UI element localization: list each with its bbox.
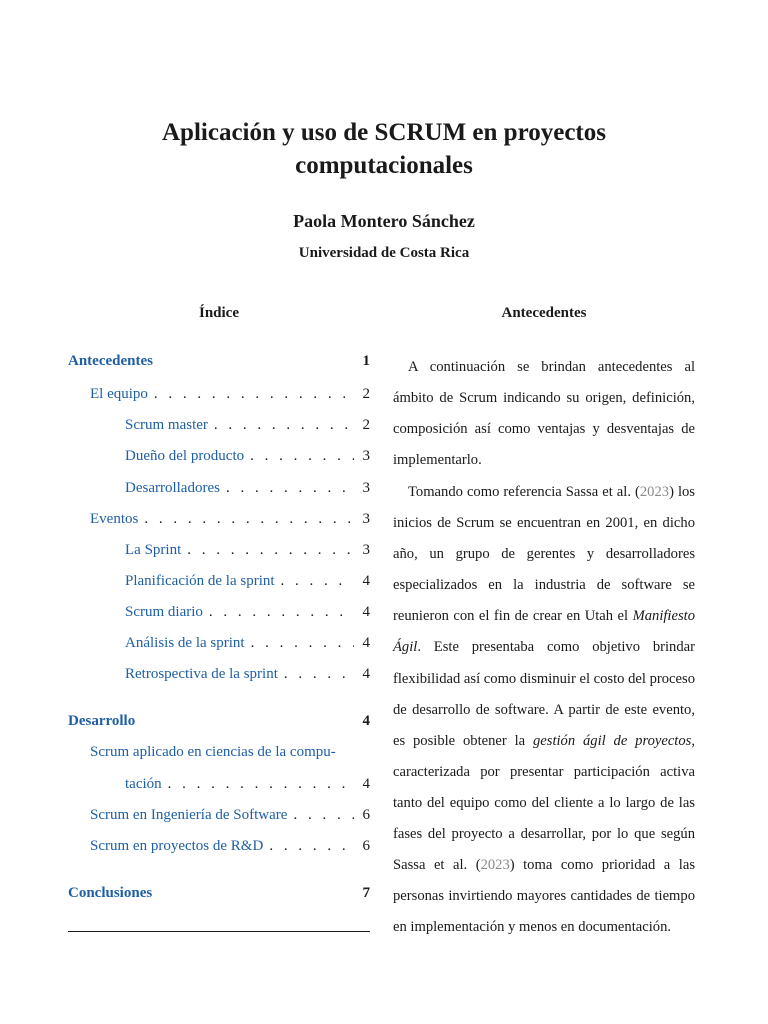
toc-entry-planificacion[interactable] (68, 569, 370, 593)
paragraph-text: ) toma como prioridad a las personas invirtiendo mayores cantidades de tiempo en implementación y menos en documentación. (393, 857, 695, 936)
toc-leader-dots (187, 538, 354, 562)
toc-entry-desarrolladores[interactable] (68, 476, 370, 500)
toc-entry-ingenieria-software[interactable] (68, 803, 370, 827)
paragraph-text: , caracterizada por presentar participación activa tanto del equipo como del cliente a lo largo de las fases del proyecto a desarrollar, por lo que según Sassa et al. ( (393, 732, 695, 874)
author-affiliation: Universidad de Costa Rica (298, 245, 470, 261)
toc-heading: Índice (198, 305, 239, 321)
toc-entry-page: 2 (362, 386, 370, 402)
toc-leader-dots (281, 569, 354, 593)
citation-link[interactable]: 2023 (480, 857, 510, 874)
toc-entry-page: 3 (362, 480, 370, 496)
toc-divider (68, 931, 370, 932)
toc-entry-page: 3 (362, 448, 370, 464)
toc-leader-dots (250, 444, 354, 468)
toc-entry-label: Dueño del producto (125, 448, 245, 464)
toc-entry-scrum-ciencias-computacion-line1[interactable] (68, 740, 370, 764)
toc-entry-antecedentes[interactable] (68, 349, 370, 373)
toc-entry-conclusiones[interactable] (68, 881, 370, 905)
toc-leader-dots (168, 772, 354, 796)
toc-entry-scrum-master[interactable] (68, 413, 370, 437)
emphasis-text: gestión ágil de proyectos (532, 732, 692, 749)
toc-entry-label: Scrum aplicado en ciencias de la compu- (90, 744, 336, 760)
toc-entry-page: 4 (362, 635, 370, 651)
toc-entry-page: 4 (362, 604, 370, 620)
toc-entry-page: 4 (362, 713, 370, 729)
toc-entry-label: Desarrolladores (125, 480, 220, 496)
title-line-2: computacionales (295, 152, 473, 179)
toc-entry-page: 4 (362, 666, 370, 682)
emphasis-text: Manifiesto Ágil (393, 608, 695, 656)
paragraph-1: A continuación se brindan antecedentes al ámbito de Scrum indicando su origen, definición, composición así como ventajas y desventajas de implementarlo. (393, 359, 695, 469)
paragraph-2 (393, 477, 695, 943)
toc-entry-eventos[interactable] (68, 507, 370, 531)
citation-link[interactable]: 2023 (639, 484, 670, 500)
toc-entry-label: Retrospectiva de la sprint (125, 666, 278, 682)
toc-entry-desarrollo[interactable] (68, 709, 370, 733)
toc-entry-la-sprint[interactable] (68, 538, 370, 562)
toc-entry-label: Scrum en Ingeniería de Software (90, 807, 288, 823)
toc-entry-scrum-diario[interactable] (68, 600, 370, 624)
toc-entry-label: Scrum en proyectos de R&D (90, 838, 264, 854)
paragraph-text: Tomando como referencia Sassa et al. ( (408, 484, 640, 500)
toc-entry-label: Antecedentes (68, 353, 153, 369)
toc-entry-label: Eventos (90, 511, 139, 527)
toc-entry-label-continued: tación (125, 776, 162, 792)
toc-entry-page: 4 (362, 776, 370, 792)
title-line-1: Aplicación y uso de SCRUM en proyectos (162, 119, 606, 146)
toc-entry-label: Scrum diario (125, 604, 203, 620)
toc-entry-page: 2 (362, 417, 370, 433)
toc-entry-scrum-ciencias-computacion-line2[interactable] (68, 772, 370, 796)
paragraph-text: ) los inicios de Scrum se encuentran en 2001, en dicho año, un grupo de gerentes y desarrolladores especializados en la industria de software se reunieron con el fin de crear en Utah el (393, 484, 695, 625)
toc-entry-page: 3 (362, 511, 370, 527)
table-of-contents (68, 0, 370, 1024)
toc-leader-dots (284, 662, 354, 686)
toc-entry-page: 4 (362, 573, 370, 589)
toc-entry-page: 3 (362, 542, 370, 558)
toc-entry-retrospectiva[interactable] (68, 662, 370, 686)
toc-entry-page: 1 (362, 353, 370, 369)
toc-leader-dots (269, 834, 354, 858)
toc-entry-label: Scrum master (125, 417, 208, 433)
toc-entry-page: 6 (362, 838, 370, 854)
toc-leader-dots (144, 507, 354, 531)
toc-entry-label: La Sprint (125, 542, 182, 558)
toc-leader-dots (154, 382, 354, 406)
toc-entry-label: Desarrollo (68, 713, 136, 729)
toc-entry-dueno-del-producto[interactable] (68, 444, 370, 468)
toc-entry-label: El equipo (90, 386, 148, 402)
toc-entry-label: Análisis de la sprint (125, 635, 245, 651)
toc-leader-dots (251, 631, 354, 655)
paragraph-text: . Este presentaba como objetivo brindar flexibilidad así como disminuir el costo del proceso de desarrollo de software. A partir de este evento, es posible obtener la (393, 639, 695, 749)
toc-entry-page: 6 (362, 807, 370, 823)
section-heading: Antecedentes (501, 305, 587, 321)
toc-entry-proyectos-rd[interactable] (68, 834, 370, 858)
toc-leader-dots (226, 476, 354, 500)
toc-entry-analisis[interactable] (68, 631, 370, 655)
toc-leader-dots (293, 803, 354, 827)
toc-leader-dots (214, 413, 354, 437)
toc-entry-el-equipo[interactable] (68, 382, 370, 406)
toc-entry-label: Planificación de la sprint (125, 573, 275, 589)
author-name: Paola Montero Sánchez (293, 211, 475, 231)
toc-entry-page: 7 (362, 885, 370, 901)
toc-leader-dots (209, 600, 354, 624)
toc-entry-label: Conclusiones (68, 885, 153, 901)
